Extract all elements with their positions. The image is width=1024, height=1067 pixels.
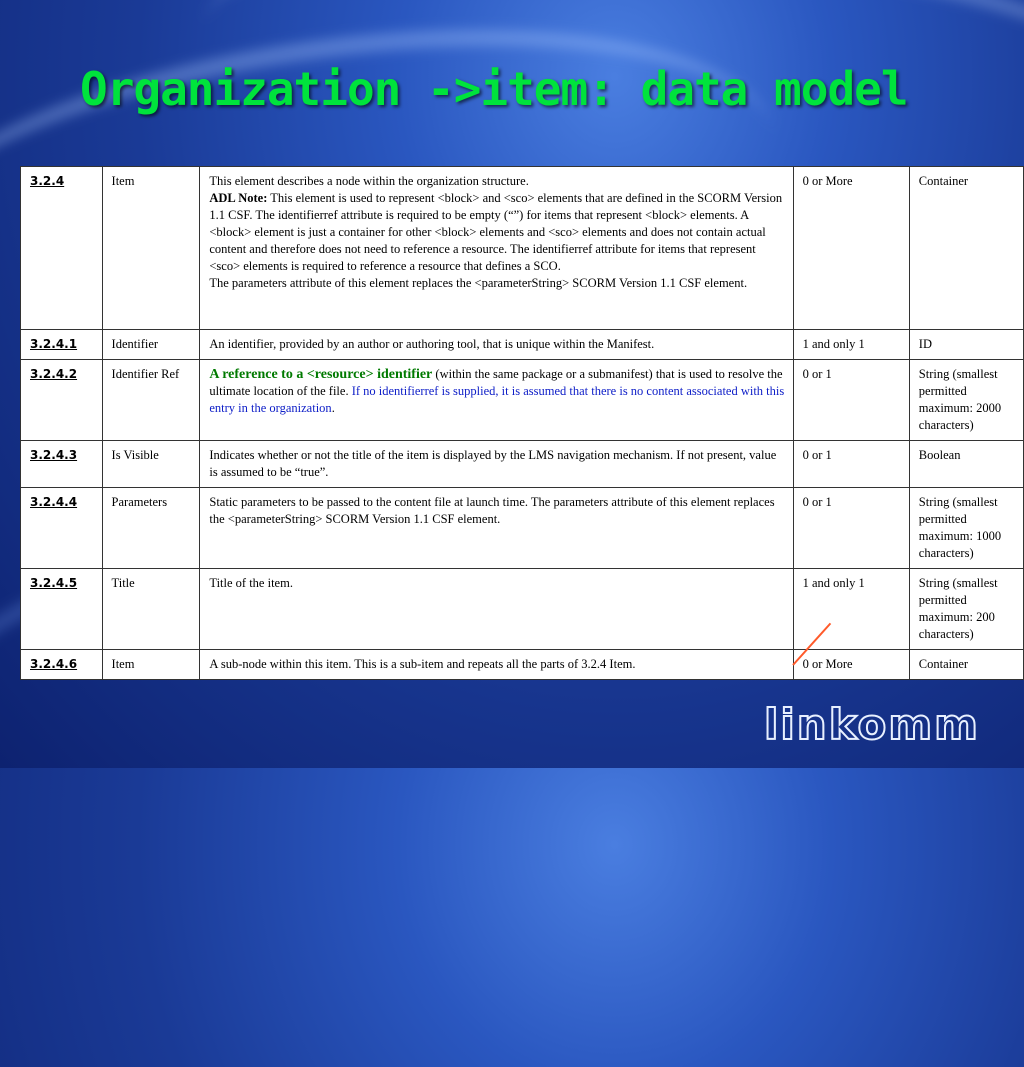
element-name: Identifier — [102, 330, 200, 360]
element-description: Title of the item. — [200, 569, 793, 650]
element-multiplicity: 0 or 1 — [793, 441, 909, 488]
element-name: Title — [102, 569, 200, 650]
table-row — [21, 650, 1024, 680]
table-row — [21, 569, 1024, 650]
element-number: 3.2.4 — [21, 167, 103, 330]
element-datatype: String (smallest permitted maximum: 1000 characters) — [909, 488, 1023, 569]
element-number: 3.2.4.2 — [21, 360, 103, 441]
description-text: This element describes a node within the organization structure. — [209, 174, 529, 188]
element-multiplicity: 1 and only 1 — [793, 330, 909, 360]
element-name: Item — [102, 650, 200, 680]
element-description: Static parameters to be passed to the content file at launch time. The parameters attribute of this element replaces the <parameterString> SCORM Version 1.1 CSF element. — [200, 488, 793, 569]
element-description — [200, 360, 793, 441]
description-text: The parameters attribute of this element replaces the <parameterString> SCORM Version 1.1 CSF element. — [209, 276, 748, 290]
element-datatype: ID — [909, 330, 1023, 360]
element-datatype: Container — [909, 650, 1023, 680]
description-text: This element is used to represent <block> and <sco> elements that are defined in the SCORM Version 1.1 CSF. The identifierref attribute is required to be empty (“”) for items that represent <block> elements. A <block> element is just a container for other <block> elements and <sco> elements and does not contain actual content and therefore does not need to reference a resource. The identifierref attribute for items that represent <sco> elements is required to reference a resource that defines a SCO. — [209, 191, 783, 273]
element-number: 3.2.4.6 — [21, 650, 103, 680]
element-number: 3.2.4.1 — [21, 330, 103, 360]
element-datatype: Container — [909, 167, 1023, 330]
element-number: 3.2.4.4 — [21, 488, 103, 569]
linkomm-logo: linkomm — [764, 700, 980, 749]
description-text: (within the same package or a submanifest) that is used to resolve the ultimate location of the file. — [209, 367, 783, 398]
table-row — [21, 360, 1024, 441]
element-description — [200, 167, 793, 330]
data-model-table — [20, 166, 1024, 680]
element-name: Parameters — [102, 488, 200, 569]
description-text: . — [331, 401, 335, 415]
adl-note-label: ADL Note: — [209, 191, 268, 205]
element-multiplicity: 0 or More — [793, 167, 909, 330]
table-row — [21, 167, 1024, 330]
element-name: Identifier Ref — [102, 360, 200, 441]
element-description: A sub-node within this item. This is a sub-item and repeats all the parts of 3.2.4 Item. — [200, 650, 793, 680]
description-highlight: A reference to a <resource> identifier — [209, 367, 433, 382]
description-note: If no identifierref is supplied, it is assumed that there is no content associated with this entry in the organization — [209, 384, 785, 415]
table-row — [21, 330, 1024, 360]
element-number: 3.2.4.3 — [21, 441, 103, 488]
element-number: 3.2.4.5 — [21, 569, 103, 650]
table-row — [21, 441, 1024, 488]
element-multiplicity: 0 or 1 — [793, 488, 909, 569]
element-datatype: Boolean — [909, 441, 1023, 488]
element-name: Item — [102, 167, 200, 330]
table-row — [21, 488, 1024, 569]
element-multiplicity: 1 and only 1 — [793, 569, 909, 650]
element-multiplicity: 0 or 1 — [793, 360, 909, 441]
element-multiplicity: 0 or More — [793, 650, 909, 680]
element-datatype: String (smallest permitted maximum: 200 characters) — [909, 569, 1023, 650]
element-description: Indicates whether or not the title of the item is displayed by the LMS navigation mechanism. If not present, value is assumed to be “true”. — [200, 441, 793, 488]
element-description: An identifier, provided by an author or authoring tool, that is unique within the Manifest. — [200, 330, 793, 360]
element-name: Is Visible — [102, 441, 200, 488]
slide-title: Organization ->item: data model — [80, 62, 908, 116]
element-datatype: String (smallest permitted maximum: 2000 characters) — [909, 360, 1023, 441]
